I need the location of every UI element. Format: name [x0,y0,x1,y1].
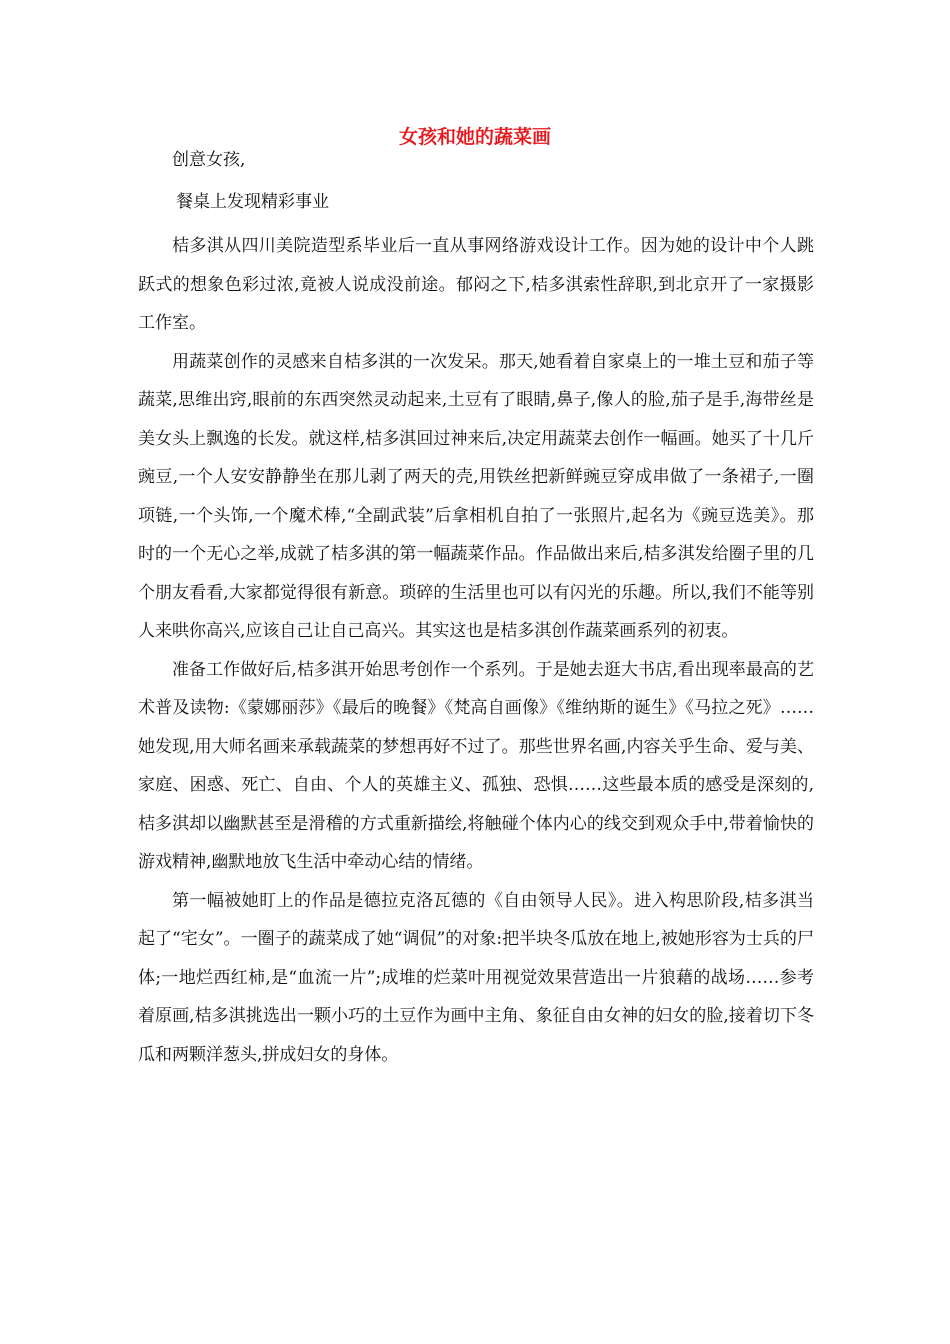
subtitle-line-2: 餐桌上发现精彩事业 [176,192,329,212]
paragraph-3: 准备工作做好后,桔多淇开始思考创作一个系列。于是她去逛大书店,看出现率最高的艺术普及读物:《蒙娜丽莎》《最后的晚餐》《梵高自画像》《维纳斯的诞生》《马拉之死》……她发现,用大师名画来承载蔬菜的梦想再好不过了。那些世界名画,内容关乎生命、爱与美、家庭、困惑、死亡、自由、个人的英雄主义、孤独、恐惧……这些最本质的感受是深刻的,桔多淇却以幽默甚至是滑稽的方式重新描绘,将触碰个体内心的线交到观众手中,带着愉快的游戏精神,幽默地放飞生活中牵动心结的情绪。 [138,659,814,872]
paragraph-4: 第一幅被她盯上的作品是德拉克洛瓦德的《自由领导人民》。进入构思阶段,桔多淇当起了“宅女”。一圈子的蔬菜成了她“调侃”的对象:把半块冬瓜放在地上,被她形容为士兵的尸体;一地烂西红柿,是“血流一片”;成堆的烂菜叶用视觉效果营造出一片狼藉的战场……参考着原画,桔多淇挑选出一颗小巧的土豆作为画中主角、象征自由女神的妇女的脸,接着切下冬瓜和两颗洋葱头,拼成妇女的身体。 [138,890,814,1065]
subtitle-line-1: 创意女孩, [172,150,246,170]
paragraph-1: 桔多淇从四川美院造型系毕业后一直从事网络游戏设计工作。因为她的设计中个人跳跃式的想象色彩过浓,竟被人说成没前途。郁闷之下,桔多淇索性辞职,到北京开了一家摄影工作室。 [138,236,814,333]
article-body [138,227,814,1074]
article-title: 女孩和她的蔬菜画 [398,126,551,148]
paragraph-2: 用蔬菜创作的灵感来自桔多淇的一次发呆。那天,她看着自家桌上的一堆土豆和茄子等蔬菜,思维出窍,眼前的东西突然灵动起来,土豆有了眼睛,鼻子,像人的脸,茄子是手,海带丝是美女头上飘逸的长发。就这样,桔多淇回过神来后,决定用蔬菜去创作一幅画。她买了十几斤豌豆,一个人安安静静坐在那儿剥了两天的壳,用铁丝把新鲜豌豆穿成串做了一条裙子,一圈项链,一个头饰,一个魔术棒,“全副武装”后拿相机自拍了一张照片,起名为《豌豆选美》。那时的一个无心之举,成就了桔多淇的第一幅蔬菜作品。作品做出来后,桔多淇发给圈子里的几个朋友看看,大家都觉得很有新意。琐碎的生活里也可以有闪光的乐趣。所以,我们不能等别人来哄你高兴,应该自己让自己高兴。其实这也是桔多淇创作蔬菜画系列的初衷。 [138,351,814,641]
